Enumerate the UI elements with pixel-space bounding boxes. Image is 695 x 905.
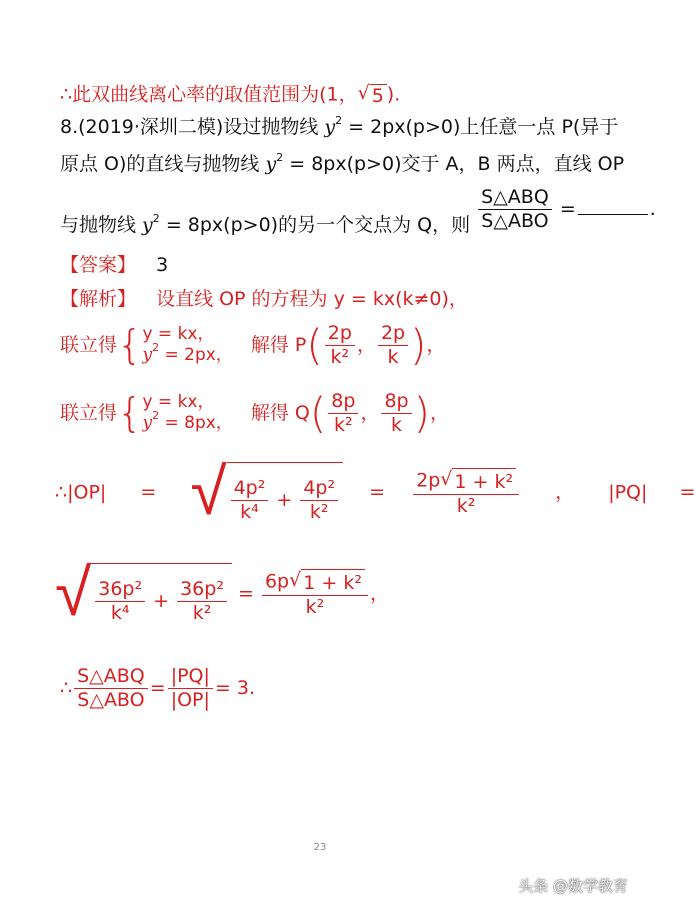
problem-line-1: 8.(2019·深圳二模)设过抛物线 $y^2 = 2px(p>0)$上任意一点 P(异于: [60, 114, 619, 138]
answer-line: [60, 256, 168, 275]
analysis-label: 【解析】: [60, 288, 137, 310]
problem-line-3: 与抛物线 $y^2 = 8px(p>0)$的另一个交点为 Q，则 $\frac{\text{S△ABQ}}{\text{S△ABO}}$ = .: [60, 186, 656, 236]
op-sqrt: √ $\frac{\text{4p²}}{\text{k⁴}}$ + $\frac{\text{4p²}}{\text{k²}}$: [190, 462, 343, 524]
answer-blank: [578, 198, 648, 215]
area-ratio-fraction: $\frac{\text{S△ABQ}}{\text{S△ABO}}$: [478, 186, 552, 233]
conclusion-line: ∴此双曲线离心率的取值范围为(1， √ 5 ).: [60, 82, 401, 107]
page-number: 23: [313, 842, 327, 853]
watermark: 头条 @数学教育: [518, 877, 628, 895]
sqrt-5: √ 5: [358, 84, 387, 106]
system-1: 联立得{y = kx， $y^2 = 2px$， 解得 P( $\frac{2p}{\text{k²}}$ ， $\frac{2p}{k}$ )，: [60, 320, 446, 370]
answer-label: 【答案】: [60, 254, 137, 276]
system-2: 联立得{y = kx， $y^2 = 8px$， 解得 Q( $\frac{8p}{\text{k²}}$ ， $\frac{8p}{k}$ )，: [60, 388, 450, 438]
final-ratio-line: ∴ $\frac{\text{S△ABQ}}{\text{S△ABO}}$ = $\frac{|PQ|}{|OP|}$ = 3.: [60, 665, 255, 711]
analysis-line: [60, 290, 468, 309]
problem-line-2: 原点 O)的直线与抛物线 $y^2 = 8px(p>0)$交于 A，B 两点，直线 OP: [60, 151, 625, 175]
answer-value: 3: [156, 254, 169, 276]
op-length-line: ∴|OP| = √ $\frac{\text{4p²}}{\text{k⁴}}$ + $\frac{\text{4p²}}{\text{k²}}$ = 2p √ 1 + k² k² ， |PQ| =: [55, 453, 695, 530]
pq-sqrt: √ $\frac{\text{36p²}}{\text{k⁴}}$ + $\frac{\text{36p²}}{\text{k²}}$: [55, 563, 232, 625]
conclusion-text: ∴此双曲线离心率的取值范围为(1，: [60, 83, 358, 106]
analysis-intro: 设直线 OP 的方程为 y = kx(k≠0)，: [156, 288, 468, 310]
pq-length-line: √ $\frac{\text{36p²}}{\text{k⁴}}$ + $\frac{\text{36p²}}{\text{k²}}$ = 6p √ 1 + k² k² ，: [55, 554, 389, 631]
